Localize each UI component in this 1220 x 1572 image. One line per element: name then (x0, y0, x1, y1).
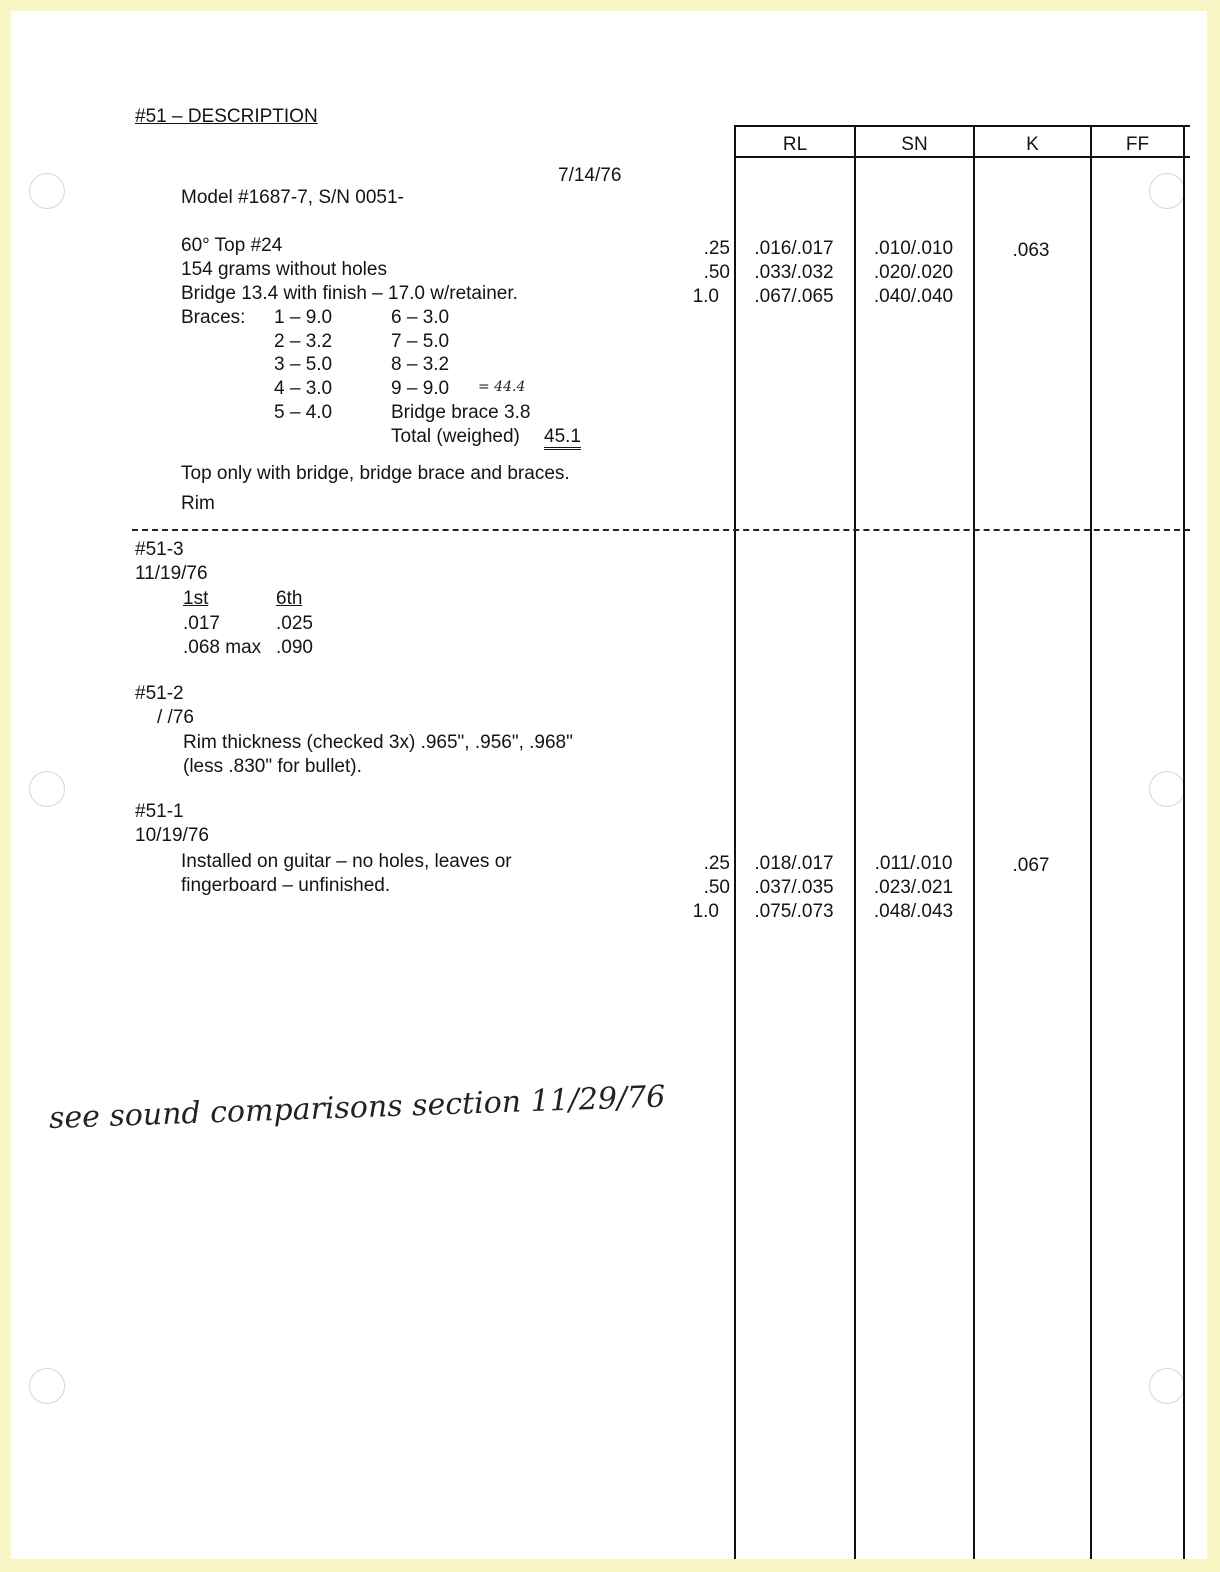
braces-label: Braces: (181, 307, 246, 328)
string-6th-value-1: .025 (276, 613, 313, 634)
bridge-brace-line: Bridge brace 3.8 (391, 402, 531, 423)
model-line: Model #1687-7, S/N 0051- (181, 187, 404, 208)
string-1st-header: 1st (183, 588, 209, 609)
brace-2: 2 – 3.2 (274, 331, 333, 352)
k-value-a: .063 (1012, 240, 1050, 261)
sn-value-3b: .048/.043 (873, 901, 954, 922)
string-6th-header: 6th (276, 588, 303, 609)
handwritten-note: see sound comparisons section 11/29/76 (48, 1079, 666, 1136)
column-rule-4 (1090, 125, 1092, 1559)
brace-sum-handwritten: = 44.4 (478, 379, 526, 395)
binder-hole-right-2 (1149, 771, 1185, 807)
document-page (11, 11, 1207, 1559)
entry-date: 7/14/76 (558, 165, 622, 186)
rl-value-2b: .037/.035 (754, 877, 834, 898)
entry-51-3-date: 11/19/76 (135, 563, 208, 584)
entry-51-3-id: #51-3 (135, 539, 184, 560)
sn-value-1a: .010/.010 (873, 238, 954, 259)
entry-51-1-id: #51-1 (135, 801, 184, 822)
brace-7: 7 – 5.0 (391, 331, 450, 352)
string-1st-value-2: .068 max (183, 637, 262, 658)
brace-3: 3 – 5.0 (274, 354, 333, 375)
column-header-sn: SN (901, 134, 928, 155)
total-weighed-label: Total (weighed) (391, 426, 520, 447)
column-rule-3 (973, 125, 975, 1559)
rim-label: Rim (181, 493, 215, 514)
sn-value-1b: .011/.010 (874, 853, 953, 874)
load-025-b: .25 (703, 853, 730, 874)
rl-value-2a: .033/.032 (754, 262, 834, 283)
column-header-ff: FF (1125, 134, 1150, 155)
rim-less-line: (less .830" for bullet). (183, 756, 362, 777)
rl-value-1b: .018/.017 (754, 853, 834, 874)
brace-6: 6 – 3.0 (391, 307, 450, 328)
sn-value-2b: .023/.021 (873, 877, 954, 898)
table-header-rule (734, 156, 1190, 158)
installed-line-2: fingerboard – unfinished. (181, 875, 391, 896)
top-only-note: Top only with bridge, bridge brace and braces. (181, 463, 570, 484)
sn-value-2a: .020/.020 (873, 262, 954, 283)
binder-hole-left-1 (29, 173, 65, 209)
column-rule-2 (854, 125, 856, 1559)
sn-value-3a: .040/.040 (873, 286, 954, 307)
string-6th-value-2: .090 (276, 637, 313, 658)
total-weighed-value: 45.1 (544, 427, 581, 450)
column-header-k: K (1026, 134, 1039, 155)
brace-4: 4 – 3.0 (274, 378, 333, 399)
bridge-line: Bridge 13.4 with finish – 17.0 w/retainer. (181, 283, 518, 304)
load-025-a: .25 (703, 238, 730, 259)
rl-value-1a: .016/.017 (754, 238, 834, 259)
load-050-b: .50 (703, 877, 730, 898)
brace-5: 5 – 4.0 (274, 402, 333, 423)
rim-thickness-line: Rim thickness (checked 3x) .965", .956", .968" (183, 732, 573, 753)
brace-1: 1 – 9.0 (274, 307, 333, 328)
rl-value-3a: .067/.065 (754, 286, 834, 307)
grams-line: 154 grams without holes (181, 259, 387, 280)
binder-hole-right-3 (1149, 1368, 1185, 1404)
rl-value-3b: .075/.073 (754, 901, 834, 922)
table-top-rule (734, 125, 1190, 127)
brace-9: 9 – 9.0 (391, 378, 450, 399)
string-1st-value-1: .017 (183, 613, 220, 634)
page-title: #51 – DESCRIPTION (135, 106, 318, 127)
binder-hole-left-2 (29, 771, 65, 807)
entry-51-2-date: / /76 (157, 707, 194, 728)
brace-8: 8 – 3.2 (391, 354, 450, 375)
binder-hole-right-1 (1149, 173, 1185, 209)
column-header-rl: RL (782, 134, 808, 155)
load-100-a: 1.0 (692, 286, 719, 307)
k-value-b: .067 (1012, 855, 1050, 876)
load-100-b: 1.0 (692, 901, 719, 922)
column-rule-5 (1183, 125, 1185, 1559)
entry-51-1-date: 10/19/76 (135, 825, 209, 846)
top-line: 60° Top #24 (181, 235, 283, 256)
load-050-a: .50 (703, 262, 730, 283)
binder-hole-left-3 (29, 1368, 65, 1404)
section-divider (132, 529, 1190, 531)
entry-51-2-id: #51-2 (135, 683, 184, 704)
column-rule-1 (734, 125, 736, 1559)
installed-line-1: Installed on guitar – no holes, leaves or (181, 851, 512, 872)
